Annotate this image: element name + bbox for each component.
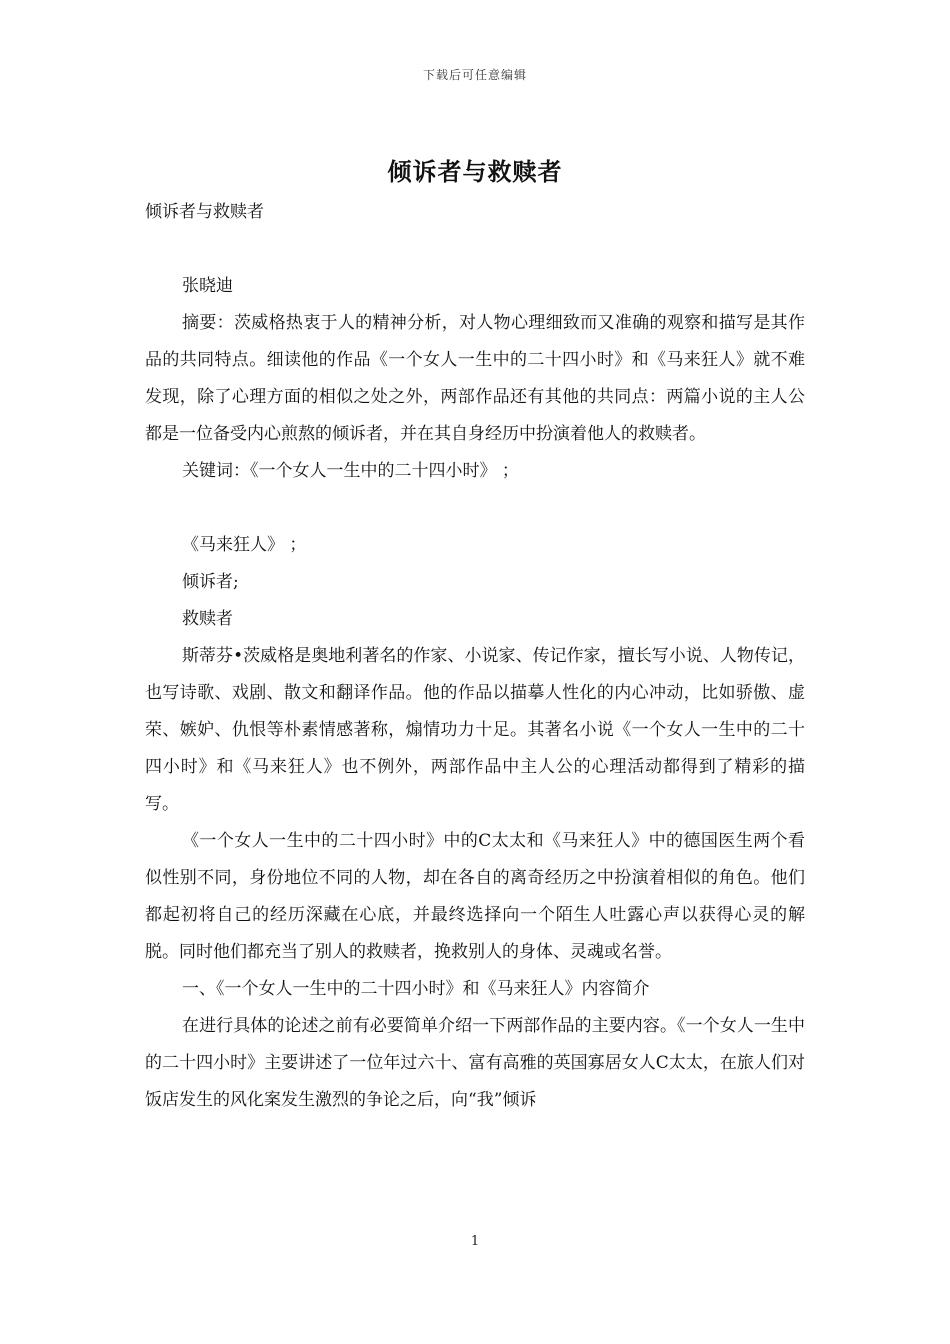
keyword-item: 《马来狂人》 ； <box>182 535 307 555</box>
page-number: 1 <box>470 1234 480 1249</box>
body-paragraph: 在进行具体的论述之前有必要简单介绍一下两部作品的主要内容。《一个女人一生中的二十四小时》主要讲述了一位年过六十、富有高雅的英国寡居女人C太太，在旅人们对饭店发生的风化案发生激烈的争论之后，向“我”倾诉 <box>145 1016 805 1110</box>
body-paragraph: 斯蒂芬•茨威格是奥地利著名的作家、小说家、传记作家，擅长写小说、人物传记，也写诗歌、戏剧、散文和翻译作品。他的作品以描摹人性化的内心冲动，比如骄傲、虚荣、嫉妒、仇恨等朴素情感著称，煽情功力十足。其著名小说《一个女人一生中的二十四小时》和《马来狂人》也不例外，两部作品中主人公的心理活动都得到了精彩的描写。 <box>145 646 805 814</box>
subtitle: 倾诉者与救赎者 <box>145 202 264 222</box>
abstract-paragraph: 摘要：茨威格热衷于人的精神分析，对人物心理细致而又准确的观察和描写是其作品的共同特点。细读他的作品《一个女人一生中的二十四小时》和《马来狂人》就不难发现，除了心理方面的相似之处之外，两部作品还有其他的共同点：两篇小说的主人公都是一位备受内心煎熬的倾诉者，并在其自身经历中扮演着他人的救赎者。 <box>145 313 805 444</box>
header-note: 下载后可任意编辑 <box>422 68 527 82</box>
section-heading: 一、《一个女人一生中的二十四小时》和《马来狂人》内容简介 <box>182 979 650 999</box>
keyword-item: 倾诉者; <box>182 572 239 592</box>
author: 张晓迪 <box>182 276 233 296</box>
blank-line <box>145 490 805 527</box>
keyword-item: 救赎者 <box>182 609 233 629</box>
body-paragraph: 《一个女人一生中的二十四小时》中的C太太和《马来狂人》中的德国医生两个看似性别不同，身份地位不同的人物，却在各自的离奇经历之中扮演着相似的角色。他们都起初将自己的经历深藏在心底，并最终选择向一个陌生人吐露心声以获得心灵的解脱。同时他们都充当了别人的救赎者，挽救别人的身体、灵魂或名誉。 <box>145 831 805 962</box>
keywords-line: 关键词：《一个女人一生中的二十四小时》 ； <box>182 461 519 481</box>
blank-line <box>145 231 805 268</box>
document-title: 倾诉者与救赎者 <box>387 157 563 186</box>
document-body <box>145 194 805 1119</box>
